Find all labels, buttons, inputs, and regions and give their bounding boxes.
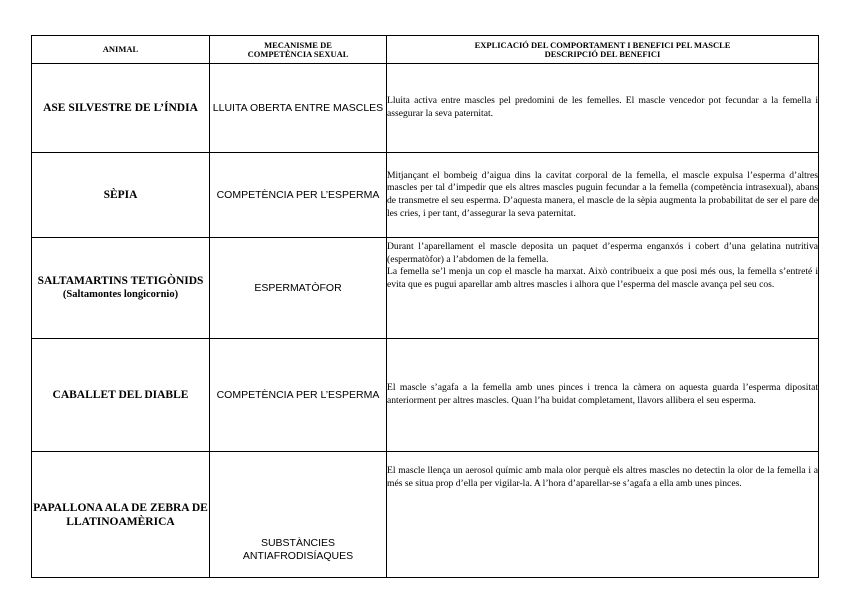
explanation-cell: Lluita activa entre mascles pel predomini de les femelles. El mascle vencedor pot fecundar a la femella i assegurar la seva paternitat. [387,64,819,153]
table-row [32,339,819,452]
mechanism-cell: ESPERMATÒFOR [210,238,387,339]
animal-cell: ASE SILVESTRE DE L’ÍNDIA [32,64,210,153]
mechanism-cell: LLUITA OBERTA ENTRE MASCLES [210,64,387,153]
header-mechanism-line2: COMPETÈNCIA SEXUAL [247,48,349,59]
animal-name: SALTAMARTINS TETIGÒNIDS [37,275,204,287]
explanation-cell: El mascle llença un aerosol químic amb mala olor perquè els altres mascles no detectin la olor de la femella i a més se situa prop d’ella per vigilar-la. A l’hora d’aparellar-se s’agafa a ella amb unes pinces. [387,452,819,578]
mechanism-cell: COMPETÈNCIA PER L’ESPERMA [210,153,387,238]
explanation-cell: Mitjançant el bombeig d’aigua dins la cavitat corporal de la femella, el mascle expulsa l’esperma d’altres mascles per tal d’impedir que els altres mascles puguin fecundar a la femella (competència intrasexual), abans de transmetre el seu esperma. D’aquesta manera, el mascle de la sèpia augmenta la probabilitat de ser el pare de les cries, i per tant, d’assegurar la seva paternitat. [387,153,819,238]
behaviour-table [31,35,819,578]
animal-cell: PAPALLONA ALA DE ZEBRA DE LLATINOAMÈRICA [32,452,210,578]
explanation-paragraph: Durant l’aparellament el mascle deposita un paquet d’esperma enganxós i cobert d’una gelatina nutritiva (espermatòfor) a l’abdomen de la femella. [387,241,818,265]
header-mechanism-line1: MECANISME DE [264,39,332,50]
header-mechanism [210,36,387,64]
animal-subname: (Saltamontes longicornio) [62,289,179,300]
table-row [32,238,819,339]
table-row [32,64,819,153]
table-header-row [32,36,819,64]
header-explanation-line2: DESCRIPCIÓ DEL BENEFICI [544,48,661,59]
explanation-paragraph: La femella se’l menja un cop el mascle ha marxat. Això contribueix a que posi més ous, la femella s’entreté i evita que es pugui aparellar amb altres mascles i alhora que l’esperma del mascle avança pel seu cos. [387,266,818,290]
animal-cell: SÈPIA [32,153,210,238]
mechanism-cell: COMPETÈNCIA PER L’ESPERMA [210,339,387,452]
mechanism-cell: SUBSTÀNCIES ANTIAFRODISÍAQUES [210,452,387,578]
header-explanation [387,36,819,64]
table-row [32,452,819,578]
animal-cell: CABALLET DEL DIABLE [32,339,210,452]
explanation-cell [387,238,819,339]
animal-cell [32,238,210,339]
header-animal: ANIMAL [32,36,210,64]
header-explanation-line1: EXPLICACIÓ DEL COMPORTAMENT I BENEFICI PEL MASCLE [474,39,731,50]
explanation-cell: El mascle s’agafa a la femella amb unes pinces i trenca la càmera on aquesta guarda l’esperma dipositat anteriorment per altres mascles. Quan l’ha buidat completament, llavors allibera el seu esperma. [387,339,819,452]
table-row [32,153,819,238]
